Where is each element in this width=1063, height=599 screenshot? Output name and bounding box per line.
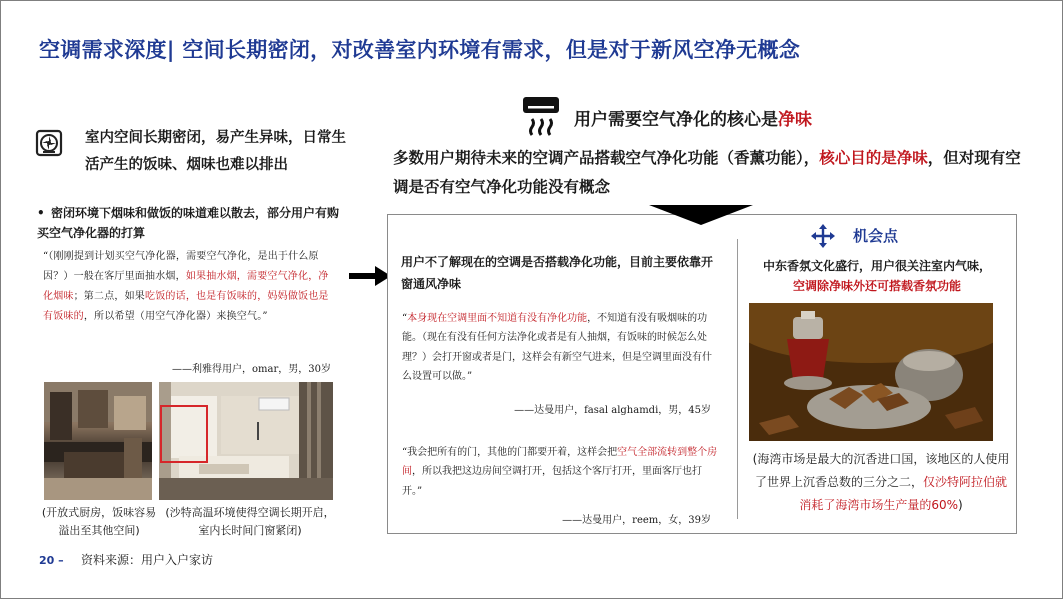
bullet-dot-icon: • bbox=[37, 206, 45, 220]
photo1-caption: (开放式厨房，饭味容易溢出至其他空间) bbox=[41, 506, 157, 537]
quote-text: ；第二点，如果 bbox=[73, 291, 146, 302]
quote-attribution: ——利雅得用户，omar，男，30岁 bbox=[172, 364, 331, 375]
quote-highlight: 如果抽水烟，需要空气净化，净化烟味 bbox=[43, 271, 329, 302]
quote-text: ，所以我把这边房间空调打开，包括这个客厅打开，里面客厅也打开。” bbox=[402, 466, 702, 497]
living-room-photo bbox=[159, 382, 333, 500]
incense-photo bbox=[749, 303, 993, 441]
page-title: 空调需求深度| 空间长期密闭，对改善室内环境有需求，但是对于新风空净无概念 bbox=[39, 38, 801, 62]
user-quote-reem bbox=[402, 443, 720, 501]
quote-highlight: 吃饭的话，也是有饭味的，妈妈做饭也是有饭味的 bbox=[43, 291, 329, 322]
user-quote-omar bbox=[43, 247, 333, 327]
core-desc-text: 多数用户期待未来的空调产品搭载空气净化功能（香薰功能）， bbox=[393, 149, 820, 167]
bullet-text: 密闭环境下烟味和做饭的味道难以散去，部分用户有购买空气净化器的打算 bbox=[37, 206, 340, 240]
down-arrow-icon bbox=[649, 205, 753, 225]
air-conditioner-icon bbox=[522, 95, 560, 137]
source-note: 资料来源：用户入户家访 bbox=[81, 553, 214, 567]
note-text: (海湾市场是最大的沉香进口国，该地区的人使用了世界上沉香总数的三分之二， bbox=[752, 452, 1010, 489]
quote-text: “ bbox=[402, 313, 408, 324]
quote-text: “我会把所有的门，其他的门都要开着，这样会把 bbox=[402, 447, 618, 458]
bullet-point bbox=[37, 203, 347, 243]
quote-text: “（刚刚提到计划买空气净化器，需要空气净化，是出于什么原因？）一般在客厅里面抽水烟， bbox=[43, 251, 319, 282]
panel-left-heading: 用户不了解现在的空调是否搭载净化功能，目前主要依靠开窗通风净味 bbox=[401, 255, 714, 291]
key-point-text: 室内空间长期密闭，易产生异味，日常生活产生的饭味、烟味也难以排出 bbox=[85, 130, 346, 173]
core-desc-text: ，但对现有空调是否有空气净化功能没有概念 bbox=[393, 149, 1021, 196]
core-desc-highlight: 核心目的是净味 bbox=[819, 149, 928, 167]
opportunity-desc-line: 中东香氛文化盛行，用户很关注室内气味， bbox=[762, 259, 991, 273]
opportunity-desc-highlight: 空调除净味外还可搭载香氛功能 bbox=[792, 279, 961, 293]
note-highlight: 仅沙特阿拉伯就消耗了海湾市场生产量的60% bbox=[799, 475, 1008, 512]
panel-divider bbox=[737, 239, 738, 519]
quote-attribution: ——达曼用户，reem，女，39岁 bbox=[562, 515, 711, 526]
opportunity-note bbox=[750, 448, 1012, 517]
opportunity-description bbox=[745, 256, 1009, 296]
opportunity-title: 机会点 bbox=[853, 227, 899, 245]
quote-highlight: 本身现在空调里面不知道有没有净化功能 bbox=[407, 313, 588, 324]
quote-highlight: 空气全部流转到整个房间 bbox=[402, 447, 718, 478]
core-need-description bbox=[393, 144, 1023, 202]
core-title-highlight: 净味 bbox=[778, 110, 812, 130]
kitchen-photo bbox=[44, 382, 152, 500]
core-need-title bbox=[574, 105, 812, 130]
quote-attribution: ——达曼用户，fasal alghamdi，男，45岁 bbox=[514, 405, 711, 416]
page-number: 20 – bbox=[39, 554, 64, 567]
ventilation-fan-icon bbox=[35, 129, 63, 157]
move-arrows-icon bbox=[810, 223, 836, 249]
photo2-caption: (沙特高温环境使得空调长期开启，室内长时间门窗紧闭) bbox=[165, 506, 335, 537]
quote-text: ，所以希望（用空气净化器）来换空气。” bbox=[83, 311, 268, 322]
note-text: ) bbox=[958, 498, 963, 512]
quote-text: ，不知道有没有吸烟味的功能。（现在有没有任何方法净化或者是有人抽烟，有饭味的时候怎么处理？）会打开窗或者是门，这样会有新空气进来，但是空调里面没有什么设置可以做。” bbox=[402, 313, 712, 382]
core-title-text: 用户需要空气净化的核心是 bbox=[574, 110, 778, 130]
user-quote-fasal bbox=[402, 309, 720, 386]
